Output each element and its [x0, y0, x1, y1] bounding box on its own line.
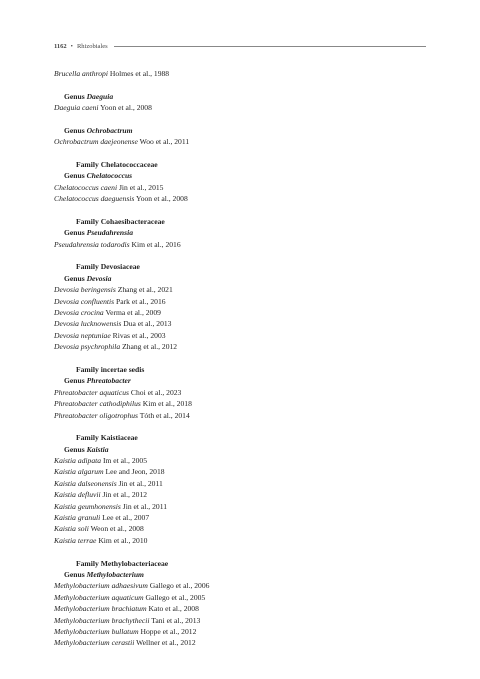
genus-heading: Genus Pseudahrensia: [64, 228, 133, 238]
taxon-block: [54, 91, 426, 114]
species-name: Chelatococcus caeni: [54, 182, 118, 192]
block-gap: [54, 421, 426, 432]
species-entry: [54, 136, 426, 147]
species-name: Daeguia caeni: [54, 103, 99, 113]
species-authority: Jin et al., 2012: [102, 490, 148, 500]
species-name: Devosia lucknowensis: [54, 319, 122, 329]
family-name: Cohaesibacteraceae: [100, 216, 165, 226]
section-title: Rhizobiales: [76, 42, 108, 50]
taxa-list: [54, 68, 426, 649]
species-name: Phreatobacter oligotrophus: [54, 410, 139, 420]
family-heading: Family incertae sedis: [76, 364, 145, 374]
species-entry: [54, 626, 426, 637]
species-authority: Dua et al., 2013: [123, 319, 172, 329]
species-authority: Gallego et al., 2005: [145, 592, 206, 602]
block-gap: [54, 148, 426, 159]
species-authority: Woo et al., 2011: [139, 137, 190, 147]
species-entry: [54, 455, 426, 466]
family-heading: Family Methylobacteriaceae: [76, 558, 169, 568]
family-name: Devosiaceae: [100, 262, 140, 272]
species-name: Methylobacterium brachiatum: [54, 604, 147, 614]
species-entry: [54, 284, 426, 295]
header-separator: •: [70, 42, 73, 50]
species-authority: Choi et al., 2023: [130, 387, 182, 397]
species-authority: Jin et al., 2011: [122, 501, 168, 511]
species-name: Kaistia defluvii: [54, 490, 101, 500]
species-authority: Park et al., 2016: [116, 296, 166, 306]
genus-name: Daeguia: [86, 91, 114, 101]
genus-name: Phreatobacter: [86, 376, 131, 386]
species-name: Methylobacterium aquaticum: [54, 592, 144, 602]
genus-name: Ochrobactrum: [86, 125, 133, 135]
species-name: Brucella anthropi: [54, 69, 108, 78]
species-name: Devosia confluentis: [54, 296, 115, 306]
family-heading: Family Kaistiaceae: [76, 433, 138, 443]
species-entry: [54, 341, 426, 352]
species-authority: Im et al., 2005: [102, 456, 148, 466]
block-gap: [54, 353, 426, 364]
family-name: Methylobacteriaceae: [100, 558, 169, 568]
genus-heading: Genus Daeguia: [64, 91, 114, 101]
species-name: Devosia neptuniae: [54, 330, 111, 340]
family-name: incertae sedis: [100, 364, 145, 374]
species-authority: Weon et al., 2008: [90, 524, 144, 534]
species-entry: [54, 193, 426, 204]
taxon-block: [54, 432, 426, 546]
species-name: Methylobacterium cerastii: [54, 638, 135, 648]
species-authority: Kim et al., 2016: [131, 239, 181, 249]
species-entry: [54, 398, 426, 409]
species-authority: Yoon et al., 2008: [135, 194, 188, 204]
genus-heading: Genus Methylobacterium: [64, 570, 144, 579]
family-heading: Family Devosiaceae: [76, 262, 140, 272]
species-entry: [54, 501, 426, 512]
species-authority: Rivas et al., 2003: [112, 330, 166, 340]
species-name: Kaistia granuli: [54, 513, 101, 523]
species-authority: Kim et al., 2010: [98, 535, 148, 545]
species-authority: Zhang et al., 2021: [117, 285, 173, 295]
species-name: Devosia psychrophila: [54, 342, 121, 352]
species-name: Kaistia dalseonensis: [54, 478, 117, 488]
family-heading: Family Chelatococcaceae: [76, 159, 158, 169]
block-gap: [54, 79, 426, 90]
species-authority: Jin et al., 2011: [118, 478, 163, 488]
species-name: Kaistia geumhonensis: [54, 501, 121, 511]
species-authority: Tóth et al., 2014: [139, 410, 190, 420]
genus-name: Devosia: [86, 273, 112, 283]
species-entry: [54, 580, 426, 591]
species-entry: [54, 512, 426, 523]
species-entry: [54, 615, 426, 626]
running-header: [54, 40, 426, 52]
species-authority: Yoon et al., 2008: [100, 103, 152, 113]
species-entry: [54, 592, 426, 603]
species-name: Chelatococcus daeguensis: [54, 194, 135, 204]
species-authority: Tani et al., 2013: [151, 615, 201, 625]
species-entry: [54, 307, 426, 318]
species-name: Phreatobacter aquaticus: [54, 387, 130, 397]
genus-heading: Genus Ochrobactrum: [64, 125, 133, 135]
species-authority: Zhang et al., 2012: [122, 342, 178, 352]
species-entry: [54, 489, 426, 500]
species-name: Methylobacterium brachythecii: [54, 615, 150, 625]
species-entry: [54, 68, 426, 79]
taxon-block: [54, 364, 426, 421]
taxon-block: [54, 125, 426, 148]
species-entry: [54, 523, 426, 534]
species-name: Pseudahrensia todarodis: [54, 239, 130, 249]
species-name: Ochrobactrum daejeonense: [54, 137, 138, 147]
block-gap: [54, 114, 426, 125]
species-entry: [54, 410, 426, 421]
species-entry: [54, 330, 426, 341]
taxon-block: [54, 68, 426, 79]
species-name: Methylobacterium adhaesivum: [54, 581, 148, 591]
species-authority: Holmes et al., 1988: [109, 69, 170, 78]
family-name: Kaistiaceae: [100, 433, 138, 443]
species-entry: [54, 296, 426, 307]
species-entry: [54, 535, 426, 546]
genus-heading: Genus Phreatobacter: [64, 376, 131, 386]
species-entry: [54, 182, 426, 193]
species-name: Devosia beringensis: [54, 285, 116, 295]
species-entry: [54, 466, 426, 477]
species-name: Kaistia terrae: [54, 535, 97, 545]
species-authority: Jin et al., 2015: [118, 182, 164, 192]
genus-name: Methylobacterium: [86, 570, 144, 579]
species-authority: Kim et al., 2018: [142, 399, 192, 409]
species-entry: [54, 239, 426, 250]
genus-name: Chelatococcus: [86, 171, 133, 181]
species-entry: [54, 318, 426, 329]
species-authority: Gallego et al., 2006: [149, 581, 210, 591]
genus-name: Pseudahrensia: [86, 228, 133, 238]
species-entry: [54, 478, 426, 489]
genus-name: Kaistia: [86, 444, 109, 454]
taxon-block: [54, 216, 426, 250]
species-authority: Lee and Jeon, 2018: [105, 467, 165, 477]
species-authority: Hoppe et al., 2012: [140, 627, 197, 637]
species-name: Devosia crocina: [54, 307, 104, 317]
species-name: Kaistia soli: [54, 524, 89, 534]
genus-heading: Genus Devosia: [64, 273, 112, 283]
species-entry: [54, 637, 426, 648]
taxon-block: [54, 159, 426, 205]
page-number: 1162: [54, 42, 67, 50]
block-gap: [54, 205, 426, 216]
species-name: Kaistia algarum: [54, 467, 104, 477]
species-name: Kaistia adipata: [54, 456, 102, 466]
species-entry: [54, 102, 426, 113]
species-entry: [54, 603, 426, 614]
species-name: Phreatobacter cathodiphilus: [54, 399, 141, 409]
species-name: Methylobacterium bullatum: [54, 627, 139, 637]
taxon-block: [54, 558, 426, 649]
family-heading: Family Cohaesibacteraceae: [76, 216, 165, 226]
species-authority: Verma et al., 2009: [105, 307, 161, 317]
header-rule: [114, 46, 426, 47]
species-authority: Kato et al., 2008: [148, 604, 199, 614]
genus-heading: Genus Kaistia: [64, 444, 109, 454]
species-authority: Wellner et al., 2012: [136, 638, 196, 648]
species-entry: [54, 387, 426, 398]
taxon-block: [54, 261, 426, 352]
species-authority: Lee et al., 2007: [102, 513, 150, 523]
family-name: Chelatococcaceae: [100, 159, 158, 169]
genus-heading: Genus Chelatococcus: [64, 171, 133, 181]
block-gap: [54, 250, 426, 261]
block-gap: [54, 546, 426, 557]
